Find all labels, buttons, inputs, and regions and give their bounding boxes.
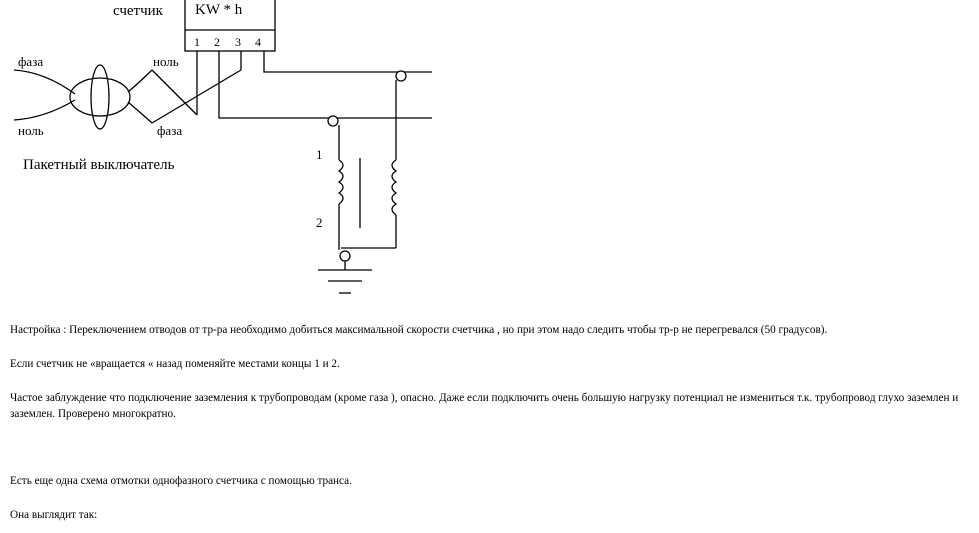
meter-terminal-1: 1	[194, 35, 200, 49]
paragraph-looks-like: Она выглядит так:	[10, 509, 98, 521]
input-phase-label: фаза	[18, 54, 44, 69]
tap-2-label: 2	[316, 215, 323, 230]
tap-1-label: 1	[316, 147, 323, 162]
paragraph-reverse: Если счетчик не «вращается « назад поменяйте местами концы 1 и 2.	[10, 358, 340, 370]
meter-terminal-3: 3	[235, 35, 241, 49]
paragraph-grounding: Частое заблуждение что подключение заземления к трубопроводам (кроме газа ), опасно. Даже если подключить очень большую нагрузку потенциал не измениться т.к. трубопровод глухо заземлен и заземлен. Проверено многократно.	[10, 392, 959, 420]
meter-output-wires	[219, 51, 432, 118]
ground-symbol	[318, 261, 372, 293]
ground-junction	[340, 251, 350, 261]
meter-terminal-4: 4	[255, 35, 261, 49]
transformer	[328, 71, 406, 261]
meter-terminal-2: 2	[214, 35, 220, 49]
output-wire-junction	[396, 71, 406, 81]
paragraph-setup: Настройка : Переключением отводов от тр-ра необходимо добиться максимальной скорости счетчика , но при этом надо следить чтобы тр-р не перегревался (50 градусов).	[10, 324, 828, 336]
output-phase-label: фаза	[157, 123, 183, 138]
input-wire-junction	[328, 116, 338, 126]
paragraph-another-scheme: Есть еще одна схема отмотки однофазного счетчика с помощью транса.	[10, 475, 352, 487]
output-neutral-label: ноль	[153, 54, 179, 69]
meter-display: KW * h	[195, 2, 243, 18]
meter-label: счетчик	[113, 3, 163, 19]
electricity-meter	[185, 0, 275, 51]
switch-label: Пакетный выключатель	[23, 157, 175, 173]
packet-switch	[14, 65, 152, 129]
input-neutral-label: ноль	[18, 123, 44, 138]
